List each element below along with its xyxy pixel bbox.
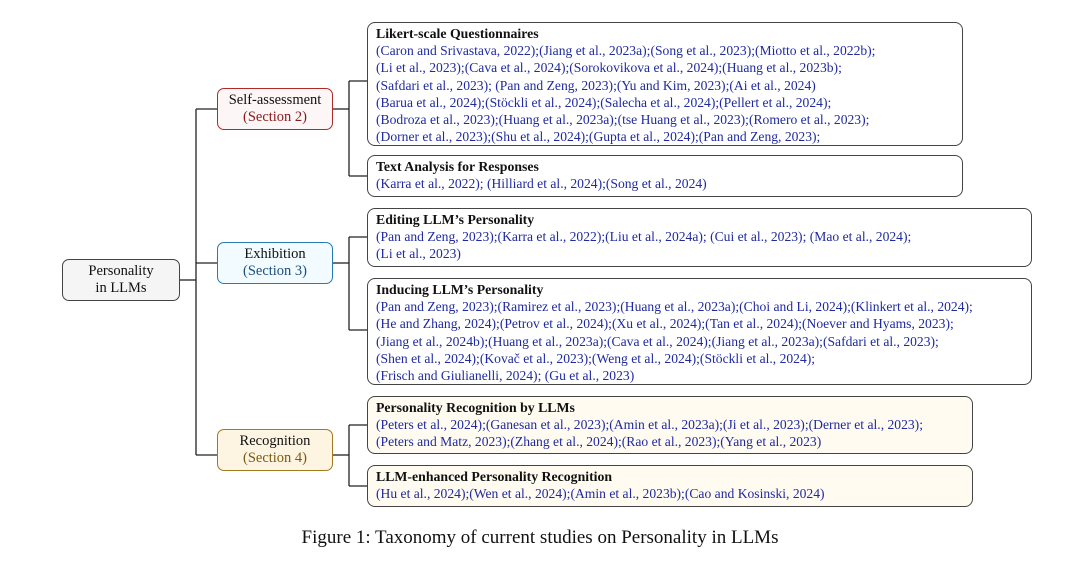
root-node (62, 259, 180, 301)
category-recognition (217, 429, 333, 471)
ref-line: (Peters et al., 2024);(Ganesan et al., 2023);(Amin et al., 2023a);(Ji et al., 2023);(Derner et al., 2023); (376, 417, 923, 433)
leaf-refs (376, 416, 964, 450)
ref-line: (Pan and Zeng, 2023);(Ramirez et al., 2023);(Huang et al., 2023a);(Choi and Li, 2024);(Klinkert et al., 2024); (376, 299, 973, 315)
ref-line: (Barua et al., 2024);(Stöckli et al., 2024);(Salecha et al., 2024);(Pellert et al., 2024); (376, 94, 832, 110)
ref-line: (Safdari et al., 2023); (Pan and Zeng, 2023);(Yu and Kim, 2023);(Ai et al., 2024) (376, 77, 816, 93)
category-label: Recognition (239, 433, 311, 449)
ref-line: (Li et al., 2023) (376, 246, 461, 262)
leaf-title: Text Analysis for Responses (376, 159, 539, 174)
leaf-llm-enhanced-personality-recognition (367, 465, 973, 507)
ref-line: (Karra et al., 2022); (Hilliard et al., 2024);(Song et al., 2024) (376, 176, 707, 192)
root-label-line1: Personality (88, 263, 154, 279)
ref-line: (Li et al., 2023);(Cava et al., 2024);(Sorokovikova et al., 2024);(Huang et al., 2023b); (376, 60, 842, 76)
leaf-refs (376, 298, 1023, 384)
ref-line: (Peters and Matz, 2023);(Zhang et al., 2024);(Rao et al., 2023);(Yang et al., 2023) (376, 434, 822, 450)
leaf-title: Editing LLM’s Personality (376, 212, 535, 227)
leaf-editing-llm-personality (367, 208, 1032, 267)
ref-line: (Shen et al., 2024);(Kovač et al., 2023);(Weng et al., 2024);(Stöckli et al., 2024); (376, 350, 816, 366)
leaf-title: Likert-scale Questionnaires (376, 26, 539, 41)
category-self-assessment (217, 88, 333, 130)
leaf-refs (376, 485, 964, 502)
leaf-title: Personality Recognition by LLMs (376, 400, 575, 415)
ref-line: (He and Zhang, 2024);(Petrov et al., 2024);(Xu et al., 2024);(Tan et al., 2024);(Noever and Hyams, 2023); (376, 316, 954, 332)
leaf-refs (376, 228, 1023, 262)
ref-line: (Dorner et al., 2023);(Shu et al., 2024);(Gupta et al., 2024);(Pan and Zeng, 2023); (376, 129, 821, 145)
category-section: (Section 3) (242, 263, 308, 279)
category-label: Exhibition (244, 246, 306, 262)
ref-line: (Bodroza et al., 2023);(Huang et al., 2023a);(tse Huang et al., 2023);(Romero et al., 2023); (376, 112, 870, 128)
leaf-personality-recognition-by-llms (367, 396, 973, 454)
leaf-refs (376, 42, 954, 145)
category-section: (Section 2) (242, 109, 308, 125)
category-label: Self-assessment (228, 92, 322, 108)
root-label-line2: in LLMs (95, 280, 147, 296)
leaf-title: LLM-enhanced Personality Recognition (376, 469, 613, 484)
ref-line: (Hu et al., 2024);(Wen et al., 2024);(Amin et al., 2023b);(Cao and Kosinski, 2024) (376, 486, 825, 502)
leaf-title: Inducing LLM’s Personality (376, 282, 544, 297)
figure-caption: Figure 1: Taxonomy of current studies on Personality in LLMs (301, 527, 779, 548)
ref-line: (Frisch and Giulianelli, 2024); (Gu et al., 2023) (376, 368, 635, 384)
leaf-text-analysis-for-responses (367, 155, 963, 197)
leaf-inducing-llm-personality (367, 278, 1032, 385)
leaf-likert-scale-questionnaires (367, 22, 963, 146)
ref-line: (Caron and Srivastava, 2022);(Jiang et al., 2023a);(Song et al., 2023);(Miotto et al., 2022b); (376, 43, 876, 59)
category-section: (Section 4) (242, 450, 308, 466)
leaf-refs (376, 175, 954, 192)
ref-line: (Pan and Zeng, 2023);(Karra et al., 2022);(Liu et al., 2024a); (Cui et al., 2023); (Mao et al., 2024); (376, 229, 912, 245)
ref-line: (Jiang et al., 2024b);(Huang et al., 2023a);(Cava et al., 2024);(Jiang et al., 2023a);(Safdari et al., 2023); (376, 333, 939, 349)
category-exhibition (217, 242, 333, 284)
